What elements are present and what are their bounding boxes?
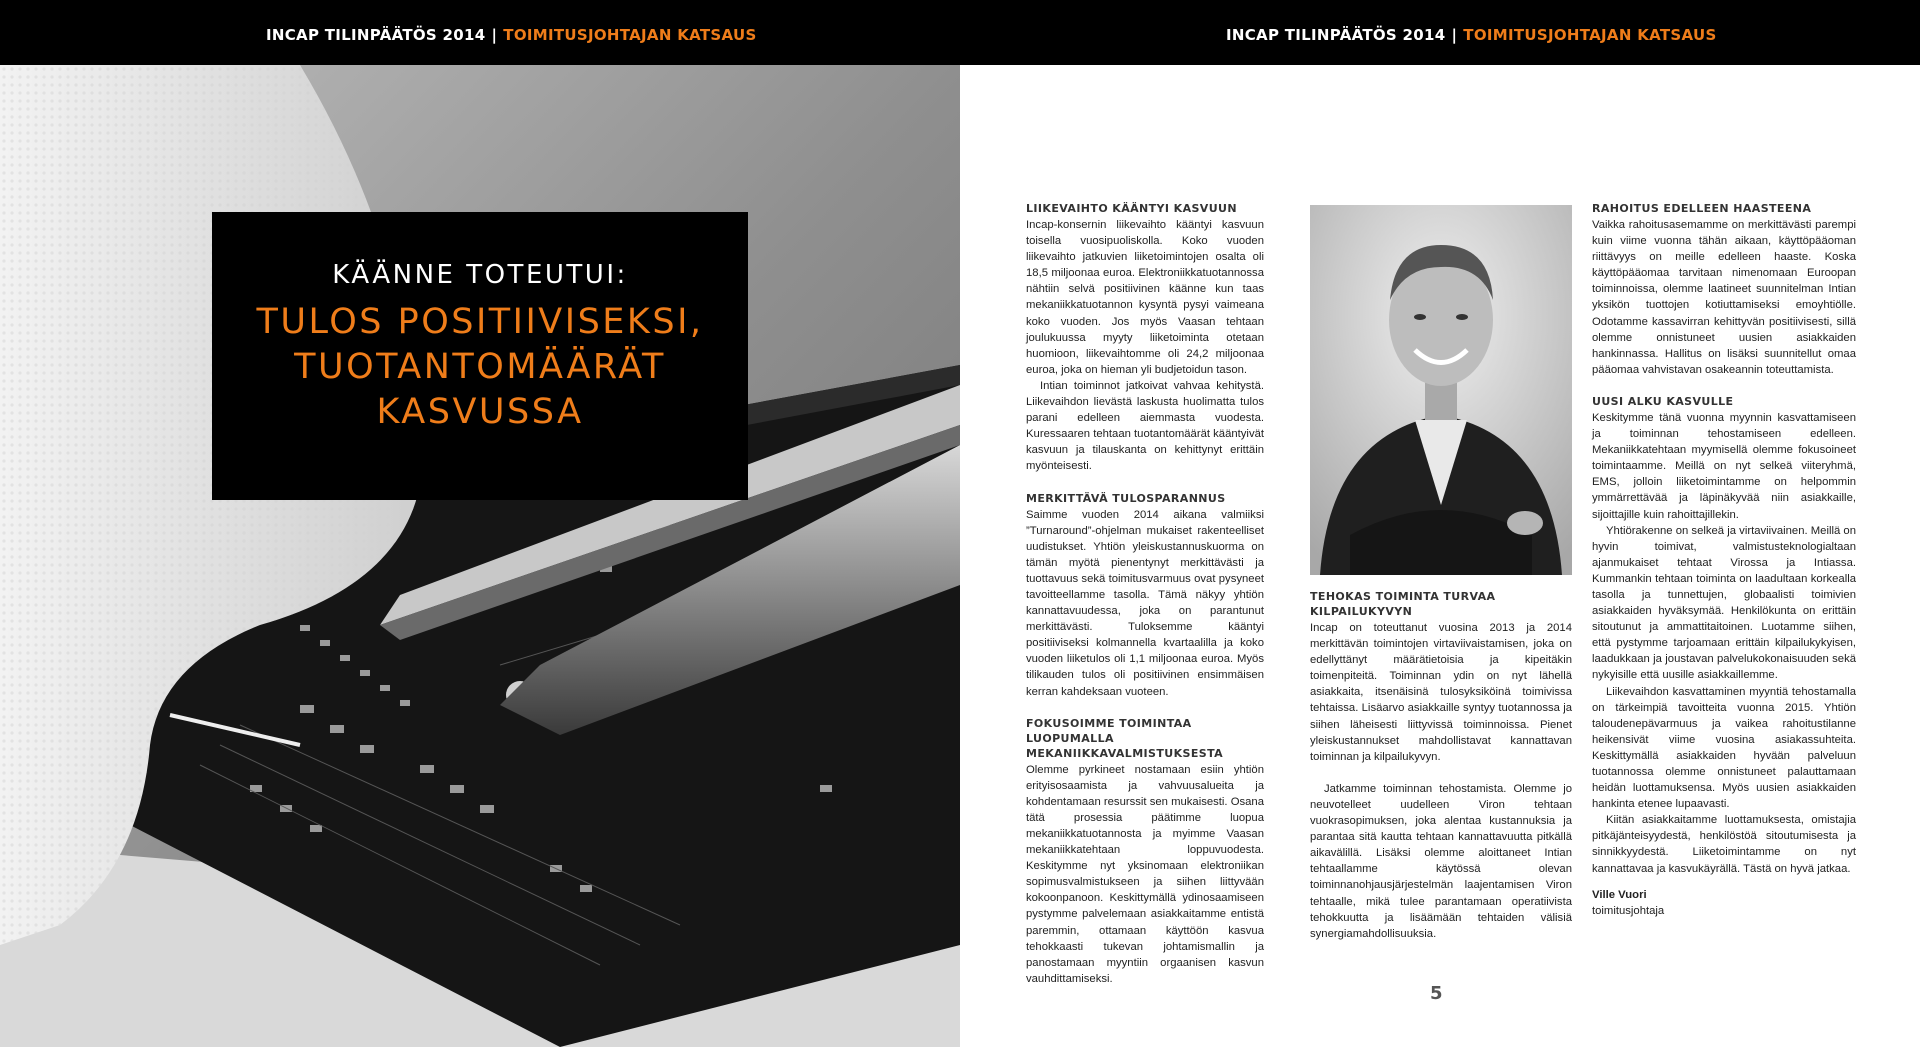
circuit-board-soldering-photo bbox=[0, 65, 960, 1047]
headline-line: TULOS POSITIIVISEKSI, bbox=[256, 302, 704, 342]
section-heading: RAHOITUS EDELLEEN HAASTEENA bbox=[1592, 202, 1812, 215]
header-separator: | bbox=[491, 26, 498, 44]
ceo-portrait-photo bbox=[1310, 205, 1572, 575]
paragraph: Vaikka rahoitusasemamme on merkittävästi parempi kuin viime vuonna tähän aikaan, käyttöpääoman riittävyys on meille edelleen haaste. Koska käyttöpääomaa tarvitaan nimenomaan Euroopan toiminnoissa, olemme laatineet suunnitelman Intian yksikön tuottojen kotiuttamiseksi emoyhtiölle. Odotamme kassavirran kehittyvän positiivisesti, sillä olemme onnistuneet uusien asiakkaiden hankinnassa. Hallitus on lisäksi suunnitellut omaa pääomaa vahvistavan osakeannin toteuttamista. bbox=[1592, 219, 1856, 376]
title-kicker: KÄÄNNE TOTEUTUI: bbox=[332, 260, 628, 290]
paragraph: Kiitän asiakkaitamme luottamuksesta, omistajia pitkäjänteisyydestä, henkilöstöä sitoutumisesta ja sinnikkyydestä. Liiketoimintamme on nyt kannattavaa ja kasvukäyrällä. Tästä on hyvä jatkaa. bbox=[1592, 814, 1856, 875]
paragraph: Olemme pyrkineet nostamaan esiin yhtiön erityisosaamista ja vahvuusalueita ja kohdentamaan resurssit sen mukaisesti. Osana tätä prosessia päätimme luopua mekaniikkatuotannosta ja myimme Vaasan mekaniikkatehtaan loppuvuodesta. Keskitymme nyt yksinomaan elektroniikan sopimusvalmistukseen ja siihen liittyvään kokoonpanoon. Keskittymällä ydinosaamiseen pystymme palvelemaan asiakkaitamme entistä paremmin, ottamaan käyttöön kasvua tehokkaasti tukevan johtamismallin ja panostamaan myyntiin orgaanisen kasvun vauhdittamiseksi. bbox=[1026, 763, 1264, 985]
running-header-right bbox=[1226, 26, 1717, 44]
paragraph: Intian toiminnot jatkoivat vahvaa kehitystä. Liikevaihdon lievästä laskusta huolimatta tulos parani edelleen aiemmasta vuodesta. Kuressaaren tehtaan tuotantomäärät kääntyivät kasvuun ja tilauskanta on kehittynyt erittäin myönteisesti. bbox=[1026, 379, 1265, 473]
paragraph: Liikevaihdon kasvattaminen myyntiä tehostamalla on tärkeimpiä tavoitteita vuonna 2015. Yhtiön taloudenepävarmuus ja vaikea rahoitustilanne heikensivät viime vuosina asiakassuhteita. Keskittymällä asiakkaiden hyvään palveluun tuotannossa olemme onnistuneet palauttamaan heidän luottamuksensa. Myös uusien asiakkaiden hankinta etenee lupaavasti. bbox=[1592, 685, 1856, 811]
page-number: 5 bbox=[1430, 983, 1443, 1004]
signature-title: toimitusjohtaja bbox=[1592, 904, 1665, 917]
paragraph: Saimme vuoden 2014 aikana valmiiksi ”Turnaround”-ohjelman mukaiset rakenteelliset uudistukset. Yhtiön yleiskustannuskuorma on tämän myötä pienentynyt merkittävästi ja tuottavuus sekä toimitusvarmuus ovat pysyneet tavoitteellamme tasolla. Tämä näkyy yhtiön kannattavuudessa, joka on parantunut merkittävästi. Tuloksemme kääntyi positiiviseksi kolmannella kvartaalilla ja koko vuoden liiketulos oli 1,1 miljoonaa euroa. Myös tilikauden tulos oli positiivinen ensimmäisen kerran kahdeksaan vuoteen. bbox=[1026, 508, 1264, 698]
paragraph: Yhtiörakenne on selkeä ja virtaviivainen. Meillä on hyvin toimivat, valmistusteknologialtaan ajanmukaiset tehtaat Virossa ja Intiassa. Kummankin tehtaan toiminta on laadultaan korkealla tasolla ja tunnettujen, globaalisti toimivien asiakkaiden hyväksymää. Henkilökunta on erittäin sitoutunut ja ammattitaitoinen. Luotamme siihen, että pystymme tarjoamaan erittäin kilpailukykyisen, laadukkaan ja joustavan palvelukokonaisuuden sekä nykyisille että uusille asiakkaillemme. bbox=[1592, 524, 1856, 682]
section-heading: LIIKEVAIHTO KÄÄNTYI KASVUUN bbox=[1026, 202, 1237, 215]
title-headline bbox=[212, 300, 748, 435]
paragraph: Incap on toteuttanut vuosina 2013 ja 2014 merkittävän toimintojen virtaviivaistamisen, joka on edellyttänyt määrätietoisia ja kipeitäkin toimenpiteitä. Toiminnan ydin on nyt lähellä asiakkaita, itsenäisinä tulosyksiköinä toimivissa tehtaissa. Lisäarvo asiakkaille syntyy tuotannossa ja siihen läheisesti liittyvissä toiminnoissa. Pienet yleiskustannukset mahdollistavat kannattavan toiminnan ja kilpailukyvyn. bbox=[1310, 622, 1572, 763]
text-column-2 bbox=[1310, 589, 1572, 942]
section-heading: MERKITTÄVÄ TULOSPARANNUS bbox=[1026, 491, 1226, 505]
header-separator: | bbox=[1451, 26, 1458, 44]
signature-name: Ville Vuori bbox=[1592, 888, 1647, 901]
header-section: TOIMITUSJOHTAJAN KATSAUS bbox=[503, 26, 757, 44]
header-section: TOIMITUSJOHTAJAN KATSAUS bbox=[1463, 26, 1717, 44]
header-brand: INCAP TILINPÄÄTÖS 2014 bbox=[266, 26, 486, 44]
section-heading: TEHOKAS TOIMINTA TURVAA KILPAILUKYVYN bbox=[1310, 590, 1496, 618]
headline-line: TUOTANTOMÄÄRÄT bbox=[294, 347, 666, 387]
title-box bbox=[212, 212, 748, 500]
text-column-1 bbox=[1026, 201, 1264, 987]
text-column-3 bbox=[1592, 201, 1856, 919]
paragraph: Jatkamme toiminnan tehostamista. Olemme jo neuvotelleet uudelleen Viron tehtaan vuokrasopimuksen, joka alentaa kustannuksia ja parantaa sitä kautta tehtaan kannattavuutta pitkällä aikavälillä. Lisäksi olemme aloittaneet Intian tehtaallamme käytössä olevan toiminnanohjausjärjestelmän laajentamisen Viron tehtaalle, mikä tulee parantamaan operatiivista tehokkuutta ja lisäämään tehtaiden välisiä synergiamahdollisuuksia. bbox=[1310, 782, 1572, 940]
paragraph: Incap-konsernin liikevaihto kääntyi kasvuun toisella vuosipuoliskolla. Koko vuoden liikevaihto jatkuvien liiketoimintojen osalta oli 18,5 miljoonaa euroa. Elektroniikkatuotannossa nähtiin selvä positiivinen käänne kun taas mekaniikkatuotannon kysyntä pysyi vaimeana koko vuoden. Jos myös Vaasan tehtaan joulukuussa myyty liiketoiminta otetaan huomioon, liikevaihtomme oli 24,2 miljoonaa euroa, joka on hieman yli budjetoidun tason. bbox=[1026, 219, 1264, 376]
header-brand: INCAP TILINPÄÄTÖS 2014 bbox=[1226, 26, 1446, 44]
section-heading: FOKUSOIMME TOIMINTAA LUOPUMALLA MEKANIIKKAVALMISTUKSESTA bbox=[1026, 716, 1224, 760]
running-header-left bbox=[266, 26, 757, 44]
headline-line: KASVUSSA bbox=[376, 392, 584, 432]
section-heading: UUSI ALKU KASVULLE bbox=[1592, 394, 1734, 408]
portrait-illustration bbox=[1310, 205, 1572, 575]
paragraph: Keskitymme tänä vuonna myynnin kasvattamiseen ja toiminnan tehostamiseen edelleen. Mekaniikkatehtaan myymisellä olemme fokusoineet toimintaamme. Meillä on nyt selkeä viiteryhmä, EMS, jolloin liiketoimintamme on helpommin ymmärrettävää ja läpinäkyvää niin asiakkaille, sijoittajille kuin rahoittajillekin. bbox=[1592, 411, 1856, 521]
